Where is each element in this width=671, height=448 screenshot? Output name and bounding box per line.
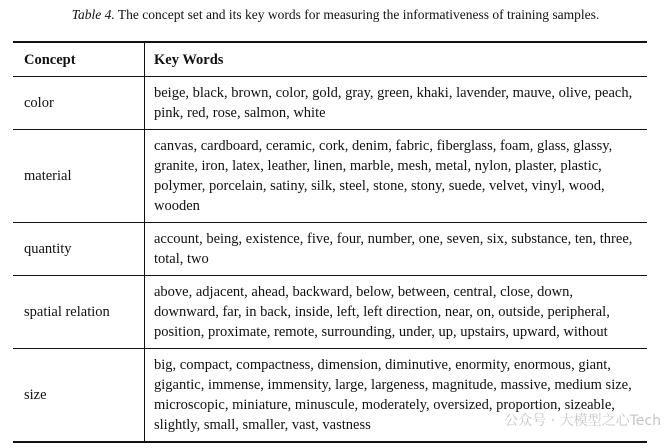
keywords-cell: above, adjacent, ahead, backward, below, between, central, close, down, downward, far, in back, inside, left, left direction, near, on, outside, peripheral, position, proximate, remote, surrounding, under, up, upstairs, upward, without [154,284,610,340]
table [13,41,647,443]
concept-cell: spatial relation [13,276,145,349]
table-header [13,42,647,77]
header-row [13,42,647,77]
concept-cell: material [13,130,145,223]
column-header-key-words: Key Words [154,51,224,68]
table-caption [0,6,671,24]
table-row-color [13,77,647,130]
table-caption-text: The concept set and its key words for measuring the informativeness of training samples. [114,7,600,22]
keywords-cell: account, being, existence, five, four, number, one, seven, six, substance, ten, three, total, two [154,231,633,267]
table-row-material [13,130,647,223]
watermark: 公众号 · 大模型之心Tech [504,413,661,429]
column-header-concept: Concept [13,42,145,77]
table-row-quantity [13,223,647,276]
concept-keyword-table [13,41,647,443]
concept-cell: color [13,77,145,130]
keywords-cell: beige, black, brown, color, gold, gray, green, khaki, lavender, mauve, olive, peach, pink, red, rose, salmon, white [154,85,633,121]
table-caption-label: Table 4. [71,7,115,22]
concept-cell: quantity [13,223,145,276]
table-body [13,77,647,443]
keywords-cell: big, compact, compactness, dimension, diminutive, enormity, enormous, giant, gigantic, immense, immensity, large, largeness, magnitude, massive, medium size, microscopic, miniature, minuscule, moderately, oversized, proportion, sizeable, slightly, small, smaller, vast, vastness [154,357,632,433]
keywords-cell: canvas, cardboard, ceramic, cork, denim, fabric, fiberglass, foam, glass, glassy, granite, iron, latex, leather, linen, marble, mesh, metal, nylon, plaster, plastic, polymer, porcelain, satiny, silk, steel, stone, stony, suede, velvet, vinyl, wood, wooden [154,138,613,214]
concept-cell: size [13,349,145,443]
table-row-spatial-relation [13,276,647,349]
